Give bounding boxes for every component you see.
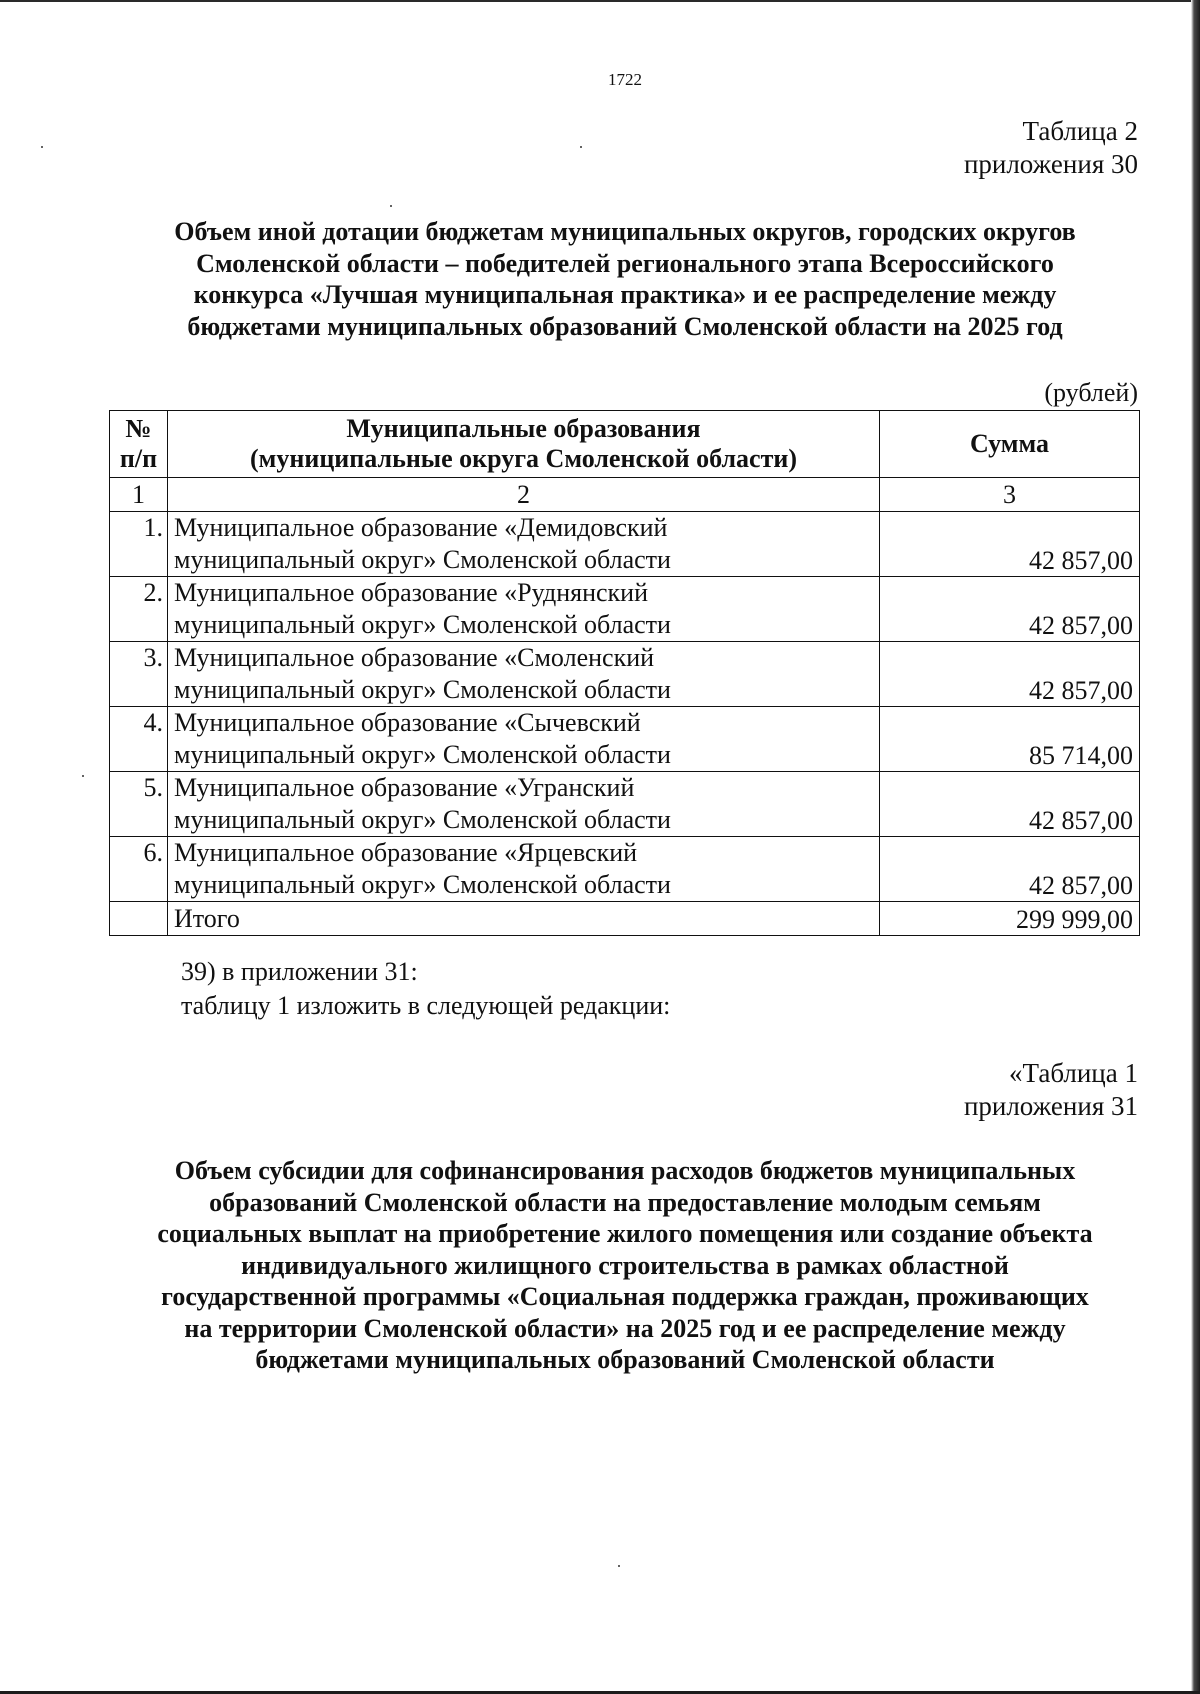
column-number: 1 — [110, 478, 168, 512]
title-line: Объем субсидии для софинансирования расходов бюджетов муниципальных — [174, 1156, 1076, 1185]
row-number: 2. — [110, 577, 168, 642]
total-sum: 299 999,00 — [880, 902, 1140, 936]
column-number-row — [110, 478, 1140, 512]
page-number: 1722 — [608, 70, 642, 89]
table-row — [110, 642, 1140, 707]
row-number: 5. — [110, 772, 168, 837]
table-row — [110, 837, 1140, 902]
table-ref-line: приложения 31 — [963, 1091, 1138, 1121]
title-line: образований Смоленской области на предоставление молодым семьям — [209, 1187, 1041, 1217]
total-label: Итого — [168, 902, 880, 936]
title-line: индивидуального жилищного строительства в рамках областной — [241, 1250, 1009, 1280]
row-municipality: Муниципальное образование «Угранский муниципальный округ» Смоленской области — [168, 772, 880, 837]
column-number: 2 — [168, 478, 880, 512]
scan-border-top — [0, 0, 1200, 2]
table-2-reference — [964, 115, 1138, 181]
scan-speck — [618, 1565, 620, 1567]
title-line: бюджетами муниципальных образований Смоленской области — [255, 1345, 995, 1374]
title-line: государственной программы «Социальная поддержка граждан, проживающих — [161, 1282, 1089, 1311]
row-municipality: Муниципальное образование «Руднянский муниципальный округ» Смоленской области — [168, 577, 880, 642]
scan-speck — [41, 146, 43, 148]
row-sum: 42 857,00 — [880, 512, 1140, 577]
scan-border-right — [1191, 0, 1200, 1694]
header-municipality: Муниципальные образования (муниципальные округа Смоленской области) — [168, 411, 880, 478]
row-municipality: Муниципальное образование «Сычевский муниципальный округ» Смоленской области — [168, 707, 880, 772]
title-line: Смоленской области – победителей регионального этапа Всероссийского — [196, 248, 1054, 278]
row-sum: 85 714,00 — [880, 707, 1140, 772]
amendment-line: 39) в приложении 31: — [181, 957, 418, 986]
scan-speck — [580, 146, 582, 148]
header-number: № п/п — [110, 411, 168, 478]
grant-distribution-table — [109, 410, 1140, 936]
currency-unit-label: (рублей) — [1044, 378, 1138, 407]
row-municipality: Муниципальное образование «Ярцевский муниципальный округ» Смоленской области — [168, 837, 880, 902]
row-sum: 42 857,00 — [880, 577, 1140, 642]
table-ref-line: приложения 30 — [963, 149, 1138, 179]
table-1-reference — [964, 1057, 1138, 1123]
table-row — [110, 772, 1140, 837]
row-number: 1. — [110, 512, 168, 577]
amendment-text — [181, 955, 670, 1023]
amendment-line: таблицу 1 изложить в следующей редакции: — [181, 991, 671, 1020]
row-number: 3. — [110, 642, 168, 707]
row-sum: 42 857,00 — [880, 772, 1140, 837]
header-sum: Сумма — [880, 411, 1140, 478]
table-row — [110, 577, 1140, 642]
scan-speck — [82, 775, 84, 777]
table-row — [110, 512, 1140, 577]
scan-speck — [390, 205, 392, 207]
table-2-title — [110, 216, 1140, 342]
title-line: социальных выплат на приобретение жилого помещения или создание объекта — [157, 1219, 1093, 1248]
row-number: 4. — [110, 707, 168, 772]
row-sum: 42 857,00 — [880, 642, 1140, 707]
table-header-row — [110, 411, 1140, 478]
table-ref-line: «Таблица 1 — [1009, 1058, 1138, 1088]
total-row — [110, 902, 1140, 936]
table-ref-line: Таблица 2 — [1022, 116, 1138, 146]
title-line: Объем иной дотации бюджетам муниципальных округов, городских округов — [174, 217, 1076, 246]
row-sum: 42 857,00 — [880, 837, 1140, 902]
title-line: бюджетами муниципальных образований Смоленской области на 2025 год — [187, 311, 1063, 341]
total-number-cell — [110, 902, 168, 936]
row-municipality: Муниципальное образование «Демидовский муниципальный округ» Смоленской области — [168, 512, 880, 577]
table-1-title — [110, 1155, 1140, 1376]
table-row — [110, 707, 1140, 772]
title-line: на территории Смоленской области» на 2025 год и ее распределение между — [184, 1313, 1066, 1343]
row-number: 6. — [110, 837, 168, 902]
row-municipality: Муниципальное образование «Смоленский муниципальный округ» Смоленской области — [168, 642, 880, 707]
title-line: конкурса «Лучшая муниципальная практика» и ее распределение между — [193, 280, 1057, 309]
column-number: 3 — [880, 478, 1140, 512]
